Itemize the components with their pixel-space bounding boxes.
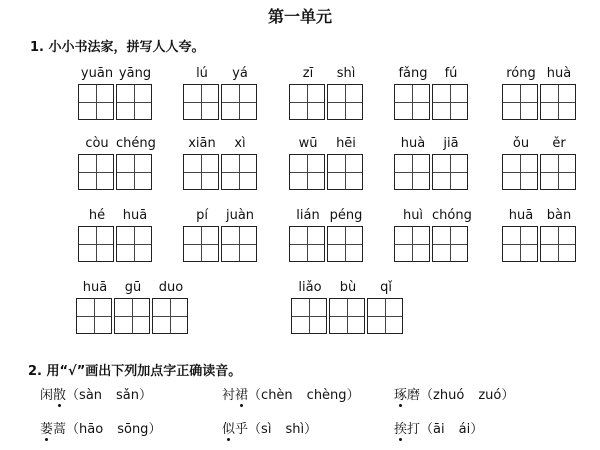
pronunciation-item: 琢磨（zhuó zuó） [394,384,514,403]
word: 闲散 [40,388,66,403]
option-one[interactable]: hāo [79,422,104,437]
pinyin-syllable: pí [196,208,208,223]
pinyin-syllable: zī [302,66,314,81]
writing-grid-cell[interactable] [327,226,363,262]
writing-grid-cell[interactable] [78,226,114,262]
writing-grid-cell[interactable] [432,226,468,262]
word: 挨打 [394,422,420,437]
pinyin-syllable: lián [296,208,320,223]
option-two[interactable]: shì [285,422,305,437]
pinyin-syllable: chóng [432,208,472,223]
dotted-character: 散 [53,384,66,403]
option-two[interactable]: sōng [117,422,149,437]
pinyin-syllable: róng [506,66,536,81]
dotted-character: 裙 [235,384,248,403]
writing-grid-cell[interactable] [327,154,363,190]
writing-grid-cell[interactable] [432,84,468,120]
pinyin-syllable: fú [444,66,458,81]
writing-grid-cell[interactable] [221,154,257,190]
writing-grid-cell[interactable] [502,84,538,120]
dotted-character: 琢 [394,384,407,403]
option-two[interactable]: sǎn [116,388,140,403]
writing-grid-cell[interactable] [540,226,576,262]
writing-grid-cell[interactable] [183,154,219,190]
pinyin-syllable: bàn [546,208,572,223]
option-one[interactable]: chèn [261,388,293,403]
word: 似乎 [222,422,248,437]
writing-grid-cell[interactable] [394,154,430,190]
option-two[interactable]: ái [458,422,471,437]
pinyin-syllable: juàn [225,208,255,223]
pinyin-syllable: yuān [80,66,114,81]
pronunciation-item: 挨打（āi ái） [394,418,483,437]
writing-grid-cell[interactable] [502,226,538,262]
pinyin-syllable: shì [336,66,356,81]
pronunciation-item: 闲散（sàn sǎn） [40,384,152,403]
pinyin-syllable: yāng [118,66,152,81]
writing-grid-cell[interactable] [221,84,257,120]
writing-grid-cell[interactable] [116,84,152,120]
pinyin-syllable: fǎng [398,66,428,81]
pronunciation-item: 似乎（sì shì） [222,418,317,437]
pinyin-syllable: péng [329,208,363,223]
pinyin-syllable: ǒu [512,136,530,151]
writing-grid-cell[interactable] [116,226,152,262]
pinyin-syllable: huì [402,208,424,223]
pinyin-syllable: bù [339,280,357,295]
writing-grid-cell[interactable] [367,298,403,334]
pinyin-syllable: huà [546,66,572,81]
writing-grid-cell[interactable] [540,154,576,190]
writing-grid-cell[interactable] [394,84,430,120]
writing-grid-cell[interactable] [116,154,152,190]
pinyin-syllable: huà [400,136,426,151]
writing-grid-cell[interactable] [291,298,327,334]
writing-grid-cell[interactable] [327,84,363,120]
pinyin-syllable: yá [232,66,248,81]
pinyin-syllable: ěr [552,136,566,151]
writing-grid-cell[interactable] [502,154,538,190]
writing-grid-cell[interactable] [76,298,112,334]
option-one[interactable]: sàn [79,388,103,403]
section2-heading: 2. 用“√”画出下列加点字正确读音。 [28,364,242,379]
writing-grid-cell[interactable] [114,298,150,334]
option-one[interactable]: sì [261,422,272,437]
pinyin-syllable: hé [88,208,106,223]
writing-grid-cell[interactable] [152,298,188,334]
option-two[interactable]: zuó [478,388,502,403]
pinyin-syllable: hēi [336,136,356,151]
pinyin-syllable: liǎo [298,280,322,295]
writing-grid-cell[interactable] [289,154,325,190]
writing-grid-cell[interactable] [221,226,257,262]
option-one[interactable]: āi [433,422,445,437]
pinyin-syllable: duo [158,280,184,295]
pronunciation-item: 衬裙（chèn chèng） [222,384,360,403]
writing-grid-cell[interactable] [329,298,365,334]
pinyin-syllable: chéng [116,136,156,151]
word: 琢磨 [394,388,420,403]
page-title: 第一单元 [267,7,332,26]
pinyin-syllable: wū [298,136,318,151]
pinyin-syllable: jiā [443,136,459,151]
dotted-character: 挨 [394,418,407,437]
writing-grid-cell[interactable] [78,84,114,120]
dotted-character: 蒌 [40,418,53,437]
writing-grid-cell[interactable] [78,154,114,190]
writing-grid-cell[interactable] [432,154,468,190]
writing-grid-cell[interactable] [183,226,219,262]
pinyin-syllable: qǐ [380,280,392,295]
writing-grid-cell[interactable] [289,226,325,262]
word: 衬裙 [222,388,248,403]
pronunciation-item: 蒌蒿（hāo sōng） [40,418,161,437]
pinyin-syllable: lú [196,66,208,81]
pinyin-syllable: huā [508,208,534,223]
writing-grid-cell[interactable] [183,84,219,120]
writing-grid-cell[interactable] [394,226,430,262]
writing-grid-cell[interactable] [289,84,325,120]
word: 蒌蒿 [40,422,66,437]
dotted-character: 似 [222,418,235,437]
pinyin-syllable: xì [234,136,246,151]
writing-grid-cell[interactable] [540,84,576,120]
pinyin-syllable: gū [124,280,142,295]
pinyin-syllable: huā [82,280,108,295]
pinyin-syllable: xiān [188,136,216,151]
option-two[interactable]: chèng [306,388,347,403]
option-one[interactable]: zhuó [433,388,465,403]
pinyin-syllable: huā [122,208,148,223]
pinyin-syllable: còu [85,136,109,151]
section1-heading: 1. 小小书法家，拼写人人夸。 [30,40,205,55]
